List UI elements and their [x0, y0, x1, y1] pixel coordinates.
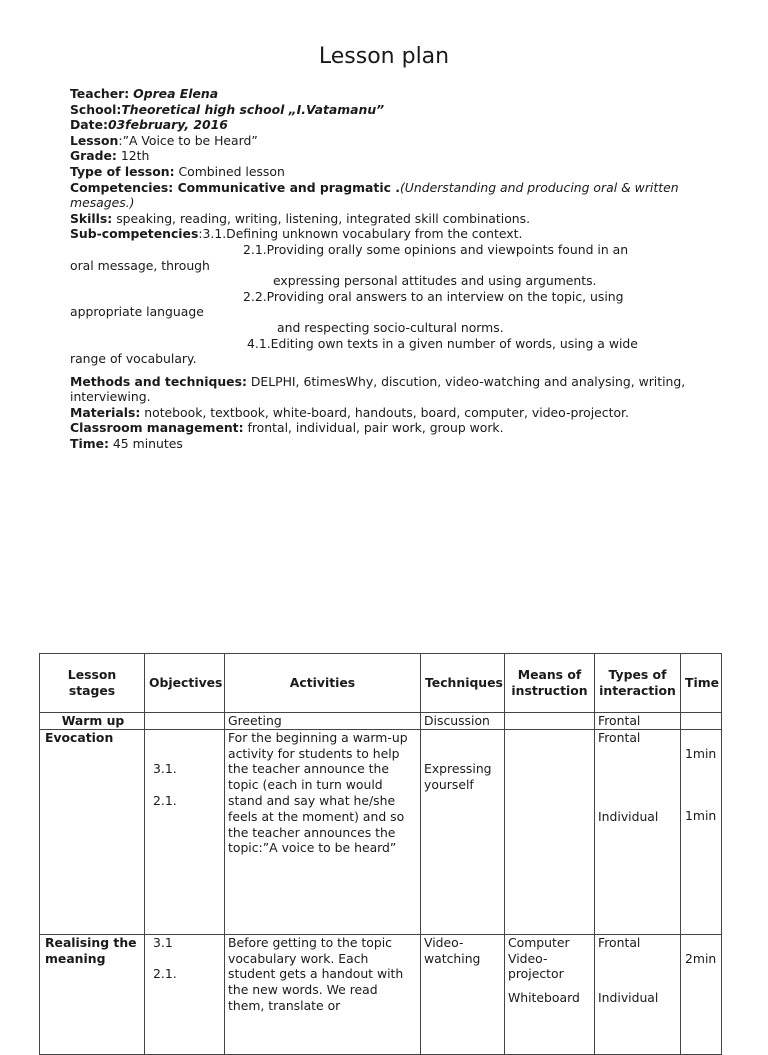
activity-cell: For the beginning a warm-up activity for students to help the teacher announce the topic (each in turn would stand and say what he/she feels at the moment) and so the teacher announces the topic:”A voice to be heard” — [225, 729, 421, 934]
types-cell: Frontal Individual — [595, 934, 681, 1054]
header-techniques: Techniques — [421, 654, 505, 713]
technique-cell: Video-watching — [421, 934, 505, 1054]
technique-cell: Expressing yourself — [421, 729, 505, 934]
subcompetency-2-1: 2.1.Providing orally some opinions and viewpoints found in an — [243, 241, 629, 257]
stage-cell: Warm up — [40, 713, 145, 730]
technique-cell: Discussion — [421, 713, 505, 730]
date-line: Date:03february, 2016 — [70, 117, 228, 133]
subcompetency-2-2: 2.2.Providing oral answers to an interview on the topic, using — [243, 288, 624, 304]
subcompetency-2-1-cont2: expressing personal attitudes and using arguments. — [273, 273, 597, 289]
lesson-title: :”A Voice to be Heard” — [118, 132, 258, 148]
means-cell: Computer Video-projector Whiteboard — [505, 934, 595, 1054]
skills-line: Skills: speaking, reading, writing, listening, integrated skill combinations. — [70, 210, 531, 226]
activity-cell: Greeting — [225, 713, 421, 730]
date-value: 03february, 2016 — [107, 117, 228, 133]
competencies-line: Competencies: Communicative and pragmatic .(Understanding and producing oral & written mesages.) — [70, 179, 679, 211]
type-of-lesson-line: Type of lesson: Combined lesson — [70, 163, 285, 179]
teacher-name: Oprea Elena — [133, 86, 219, 101]
subcompetency-2-1-cont: oral message, through — [70, 257, 210, 273]
subcompetency-4-1-cont: range of vocabulary. — [70, 351, 197, 367]
header-activities: Activities — [225, 654, 421, 713]
objectives-cell: 3.1. 2.1. — [145, 729, 225, 934]
time-cell: 1min 1min — [681, 729, 722, 934]
header-types: Types of interaction — [595, 654, 681, 713]
objectives-cell: 3.1 2.1. — [145, 934, 225, 1054]
school-line: School:Theoretical high school „I.Vatamanu” — [70, 101, 385, 117]
time-cell: 2min — [681, 934, 722, 1054]
lesson-info — [70, 86, 710, 452]
table-header-row — [40, 654, 722, 713]
lesson-table — [39, 653, 722, 1055]
stage-cell: Realising the meaning — [40, 934, 145, 1054]
document-title: Lesson plan — [318, 44, 450, 69]
header-means: Means of instruction — [505, 654, 595, 713]
school-name: Theoretical high school „I.Vatamanu” — [121, 101, 385, 117]
table-row — [40, 713, 722, 730]
classroom-line: Classroom management: frontal, individual, pair work, group work. — [70, 420, 504, 436]
subcompetency-2-2-cont: appropriate language — [70, 304, 204, 320]
means-cell — [505, 713, 595, 730]
table-row — [40, 729, 722, 934]
stage-cell: Evocation — [40, 729, 145, 934]
time-line: Time: 45 minutes — [70, 436, 183, 452]
grade-line: Grade: 12th — [70, 148, 150, 164]
subcompetency-4-1: 4.1.Editing own texts in a given number of words, using a wide — [247, 335, 638, 351]
objectives-cell — [145, 713, 225, 730]
activity-cell: Before getting to the topic vocabulary work. Each student gets a handout with the new words. We read them, translate or — [225, 934, 421, 1054]
header-lesson-stages: Lesson stages — [40, 654, 145, 713]
header-objectives: Objectives — [145, 654, 225, 713]
means-cell — [505, 729, 595, 934]
subcompetencies-line: Sub-competencies:3.1.Defining unknown vocabulary from the context. — [70, 226, 523, 242]
subcompetency-2-2-cont2: and respecting socio-cultural norms. — [277, 319, 504, 335]
time-cell — [681, 713, 722, 730]
materials-line: Materials: notebook, textbook, white-board, handouts, board, computer, video-projector. — [70, 404, 629, 420]
types-cell: Frontal Individual — [595, 729, 681, 934]
types-cell: Frontal — [595, 713, 681, 730]
methods-line: Methods and techniques: DELPHI, 6timesWhy, discution, video-watching and analysing, writing, interviewing. — [70, 373, 686, 405]
teacher-line: Teacher: Oprea Elena — [70, 86, 219, 101]
lesson-line: Lesson:”A Voice to be Heard” — [70, 132, 258, 148]
table-row — [40, 934, 722, 1054]
header-time: Time — [681, 654, 722, 713]
